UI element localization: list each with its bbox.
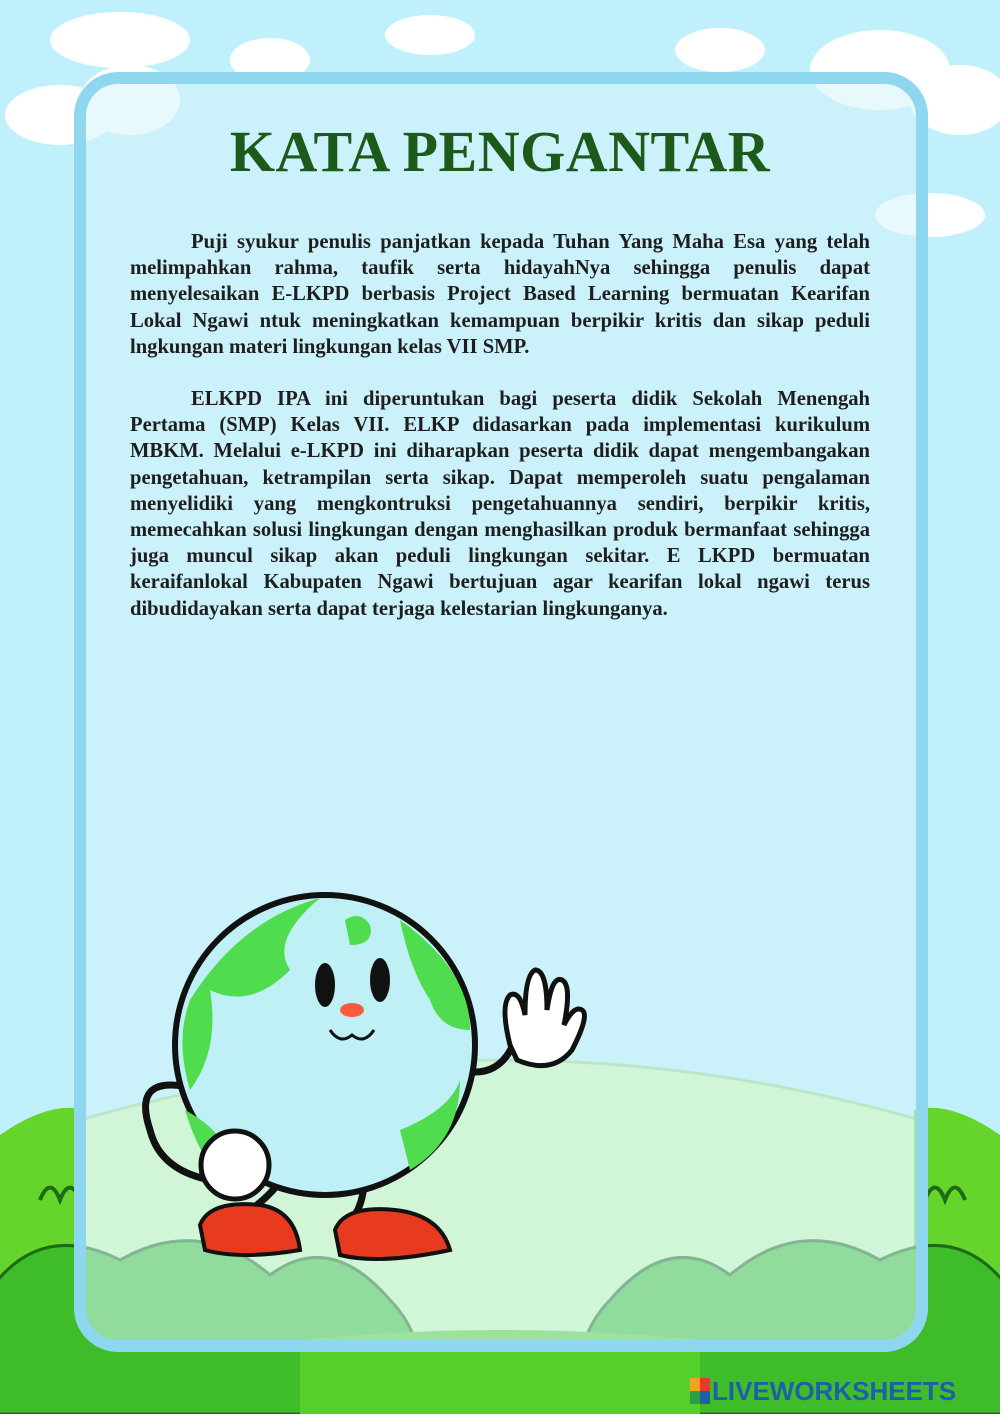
paragraph-2: ELKPD IPA ini diperuntukan bagi peserta didik Sekolah Menengah Pertama (SMP) Kelas VII. ELKP didasarkan pada implementasi kurikulum MBKM. Melalui e-LKPD ini diharapkan peserta didik dapat mengembangakan pengetahuan, ketrampilan serta sikap. Dapat memperoleh suatu pengalaman menyelidiki yang mengkontruksi pengetahuannya sendiri, berpikir kritis, memecahkan solusi lingkungan dengan menghasilkan produk bermanfaat sehingga juga muncul sikap akan peduli lingkungan sekitar. E LKPD bermuatan keraifanlokal Kabupaten Ngawi bertujuan agar kearifan lokal ngawi terus dibudidayakan serta dapat terjaga kelestarian lingkunganya. (130, 388, 870, 620)
paragraph-1: Puji syukur penulis panjatkan kepada Tuhan Yang Maha Esa yang telah melimpahkan rahma, taufik serta hidayahNya sehingga penulis dapat menyelesaikan E-LKPD berbasis Project Based Learning bermuatan Kearifan Lokal Ngawi ntuk meningkatkan kemampuan berpikir kritis dan sikap peduli lngkungan materi lingkungan kelas VII SMP. (130, 231, 870, 358)
liveworksheets-logo (690, 1374, 956, 1408)
footer-brand: LIVEWORKSHEETS (712, 1375, 957, 1406)
liveworksheets-logo-icon (690, 1378, 710, 1404)
body-text (130, 229, 870, 648)
earth-globe-mascot-icon (130, 880, 590, 1280)
page-title: KATA PENGANTAR (229, 119, 771, 184)
